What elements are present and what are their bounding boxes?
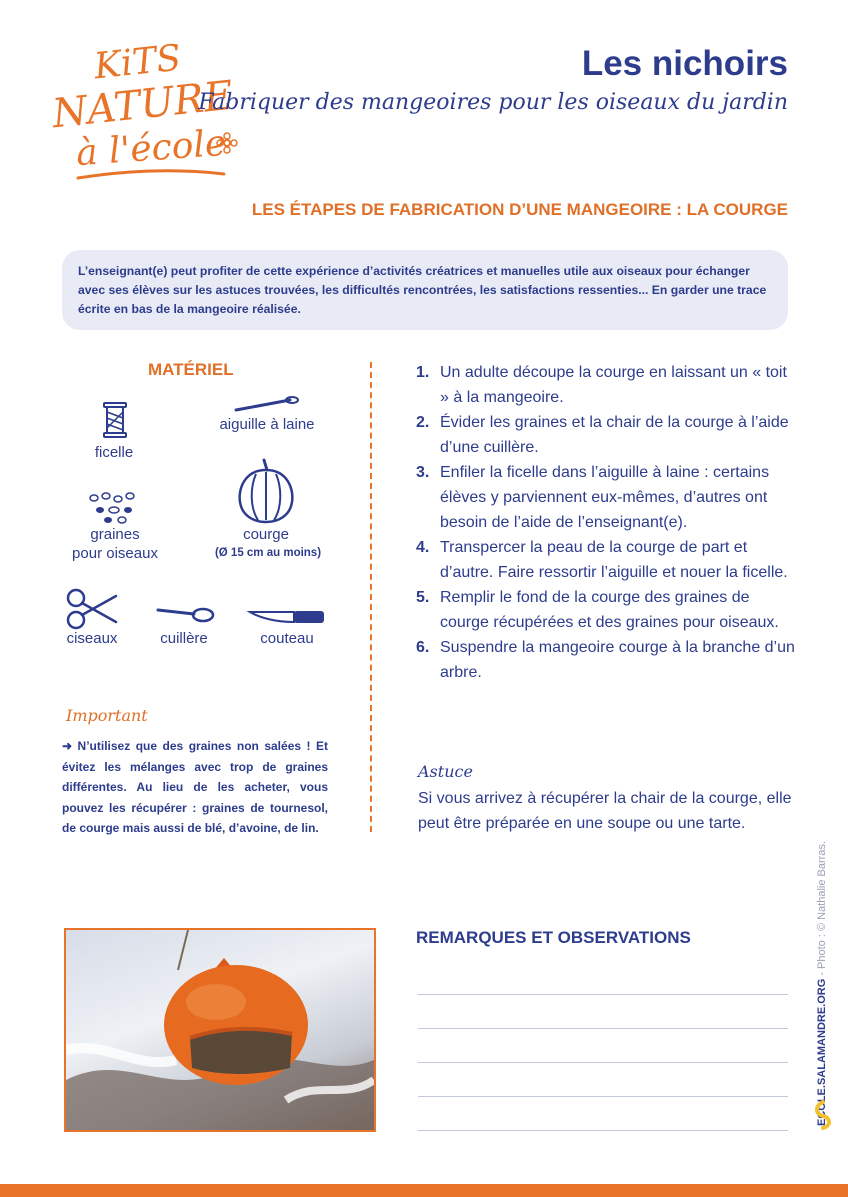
logo-line-2: NATURE: [50, 72, 236, 138]
graines-label-2: pour oiseaux: [72, 545, 158, 562]
step-number: 2.: [416, 414, 430, 431]
logo-line-3: à l'école: [74, 122, 228, 175]
step-number: 5.: [416, 589, 430, 606]
remarques-heading: REMARQUES ET OBSERVATIONS: [416, 928, 691, 947]
steps-list: [416, 360, 796, 685]
cuillere-label: cuillère: [160, 630, 208, 647]
info-box: [62, 250, 788, 330]
spool-icon: [100, 400, 130, 440]
flower-icon: [216, 132, 238, 154]
step-number: 1.: [416, 364, 430, 381]
note-line: [418, 1062, 788, 1063]
step-number: 4.: [416, 539, 430, 556]
step-item: [416, 460, 796, 535]
salamandre-logo-icon: [812, 1100, 834, 1130]
logo-line-1: KiTS: [92, 37, 183, 88]
note-line: [418, 1130, 788, 1131]
step-text: Remplir le fond de la courge des graines de courge récupérées et des graines pour oiseaux.: [440, 589, 779, 631]
credit-site: ECOLE.SALAMANDRE.ORG: [816, 978, 828, 1126]
step-text: Transpercer la peau de la courge de part et d’autre. Faire ressortir l’aiguille et nouer la ficelle.: [440, 539, 788, 581]
important-body: N’utilisez que des graines non salées ! Et évitez les mélanges avec trop de graines différentes. Au lieu de les acheter, vous pouvez les récupérer : graines de tournesol, de courge mais aussi de blé, d’avoine, de lin.: [62, 739, 328, 835]
couteau-label: couteau: [260, 630, 314, 647]
photo-credit: [812, 760, 832, 1140]
credit-photo: - Photo : © Nathalie Barras.: [816, 840, 828, 979]
step-item: [416, 360, 796, 410]
step-number: 3.: [416, 464, 430, 481]
feeder-photo: [64, 928, 376, 1132]
spoon-icon: [154, 602, 216, 626]
needle-icon: [232, 396, 302, 414]
logo-underline: [74, 164, 244, 184]
step-text: Suspendre la mangeoire courge à la branche d’un arbre.: [440, 639, 795, 681]
info-box-text: L’enseignant(e) peut profiter de cette expérience d’activités créatrices et manuelles utile aux oiseaux pour échanger avec ses élèves sur les astuces trouvées, les difficultés rencontrées, les satisfactions ressenties... En garder une trace écrite en bas de la mangeoire réalisée.: [78, 264, 767, 316]
arrow-right-icon: ➜: [62, 739, 78, 753]
section-heading: LES ÉTAPES DE FABRICATION D’UNE MANGEOIRE : LA COURGE: [251, 200, 788, 219]
column-divider: [370, 362, 372, 832]
note-line: [418, 994, 788, 995]
courge-size: (Ø 15 cm au moins): [214, 547, 322, 559]
aiguille-label: aiguille à laine: [219, 416, 315, 433]
footer-bar: [0, 1184, 848, 1197]
step-item: [416, 635, 796, 685]
page-title: Les nichoirs: [581, 44, 788, 83]
squash-icon: [234, 456, 298, 524]
page-subtitle: Fabriquer des mangeoires pour les oiseaux du jardin: [198, 90, 788, 115]
step-item: [416, 585, 796, 635]
step-number: 6.: [416, 639, 430, 656]
important-text: [62, 736, 328, 839]
ciseaux-label: ciseaux: [66, 630, 118, 647]
knife-icon: [246, 606, 328, 632]
note-line: [418, 1096, 788, 1097]
astuce-heading: Astuce: [418, 762, 473, 781]
ficelle-label: ficelle: [94, 444, 134, 461]
courge-label: courge: [243, 526, 289, 543]
kits-nature-logo: [46, 37, 246, 190]
step-item: [416, 535, 796, 585]
seeds-icon: [86, 490, 142, 526]
graines-label: graines: [90, 526, 140, 543]
step-item: [416, 410, 796, 460]
materiel-heading: MATÉRIEL: [148, 360, 234, 379]
important-heading: Important: [66, 706, 148, 725]
step-text: Un adulte découpe la courge en laissant un « toit » à la mangeoire.: [440, 364, 787, 406]
note-line: [418, 1028, 788, 1029]
step-text: Évider les graines et la chair de la courge à l’aide d’une cuillère.: [440, 414, 789, 456]
scissors-icon: [64, 588, 120, 630]
astuce-text: Si vous arrivez à récupérer la chair de la courge, elle peut être préparée en une soupe ou une tarte.: [418, 790, 792, 832]
squash-feeder-image: [66, 930, 374, 1130]
step-text: Enfiler la ficelle dans l’aiguille à laine : certains élèves y parviennent eux-mêmes, d’autres ont besoin de l’aide de l’enseignant(e).: [440, 464, 770, 531]
